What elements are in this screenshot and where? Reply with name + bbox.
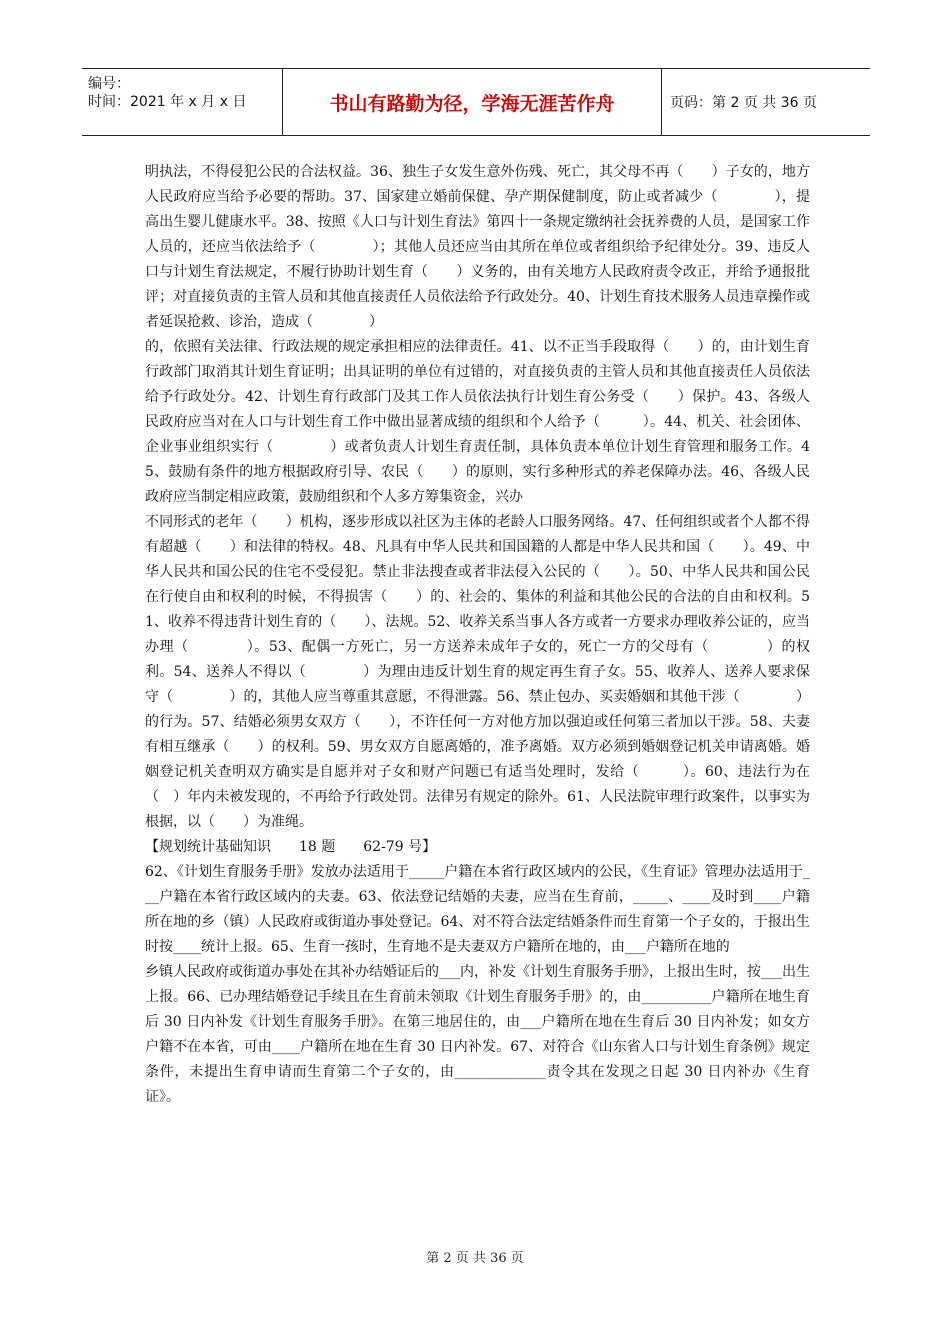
serial-label: 编号： <box>88 76 130 92</box>
page-header <box>82 68 870 136</box>
paragraph: 乡镇人民政府或街道办事处在其补办结婚证后的___内，补发《计划生育服务手册》，上报出生时，按___出生上报。66、已办理结婚登记手续且在生育前未领取《计划生育服务手册》的，由__________户籍所在地生育后 30 日内补发《计划生育服务手册》。在第三地居住的，由___户籍所在地在生育后 30 日内补发；如女方户籍不在本省，可由____户籍所在地在生育 30 日内补发。67、对符合《山东省人口与计划生育条例》规定条件，未提出生育申请而生育第二个子女的，由_____________责令其在发现之日起 30 日内补办《生育证》。 <box>145 964 810 1105</box>
document-body <box>145 160 810 1110</box>
section-heading: 【规划统计基础知识 18 题 62-79 号】 <box>145 839 437 855</box>
paragraph: 的，依照有关法律、行政法规的规定承担相应的法律责任。41、以不正当手段取得（ ）的，由计划生育行政部门取消其计划生育证明；出具证明的单位有过错的，对直接负责的主管人员和其他直接责任人员依法给予行政处分。42、计划生育行政部门及其工作人员依法执行计划生育公务受（ ）保护。43、各级人民政府应当对在人口与计划生育工作中做出显著成绩的组织和个人给予（ ）。44、机关、社会团体、企业事业组织实行（ ）或者负责人计划生育责任制，具体负责本单位计划生育管理和服务工作。45、鼓励有条件的地方根据政府引导、农民（ ）的原则，实行多种形式的养老保障办法。46、各级人民政府应当制定相应政策，鼓励组织和个人多方筹集资金，兴办 <box>145 339 810 505</box>
paragraph: 明执法，不得侵犯公民的合法权益。36、独生子女发生意外伤残、死亡，其父母不再（ ）子女的，地方人民政府应当给予必要的帮助。37、国家建立婚前保健、孕产期保健制度，防止或者减少（ ），提高出生婴儿健康水平。38、按照《人口与计划生育法》第四十一条规定缴纳社会抚养费的人员，是国家工作人员的，还应当依法给予（ ）；其他人员还应当由其所在单位或者组织给予纪律处分。39、违反人口与计划生育法规定，不履行协助计划生育（ ）义务的，由有关地方人民政府责令改正，并给予通报批评；对直接负责的主管人员和其他直接责任人员依法给予行政处分。40、计划生育技术服务人员违章操作或者延误抢救、诊治，造成（ ） <box>145 164 810 330</box>
paragraph: 62、《计划生育服务手册》发放办法适用于_____户籍在本省行政区域内的公民，《生育证》管理办法适用于___户籍在本省行政区域内的夫妻。63、依法登记结婚的夫妻，应当在生育前，_____、____及时到____户籍所在地的乡（镇）人民政府或街道办事处登记。64、对不符合法定结婚条件而生育第一个子女的，于报出生时按____统计上报。65、生育一孩时，生育地不是夫妻双方户籍所在地的，由___户籍所在地的 <box>145 864 810 955</box>
header-meta <box>82 69 282 135</box>
header-motto: 书山有路勤为径，学海无涯苦作舟 <box>282 69 662 135</box>
header-page-info: 页码：第 2 页 共 36 页 <box>670 95 817 111</box>
page-footer: 第 2 页 共 36 页 <box>426 1251 524 1266</box>
date-label: 时间：2021 年 x 月 x 日 <box>88 94 247 110</box>
paragraph: 不同形式的老年（ ）机构，逐步形成以社区为主体的老龄人口服务网络。47、任何组织或者个人都不得有超越（ ）和法律的特权。48、凡具有中华人民共和国国籍的人都是中华人民共和国（ ）。49、中华人民共和国公民的住宅不受侵犯。禁止非法搜查或者非法侵入公民的（ ）。50、中华人民共和国公民在行使自由和权利的时候，不得损害（ ）的、社会的、集体的利益和其他公民的合法的自由和权利。51、收养不得违背计划生育的（ ）、法规。52、收养关系当事人各方或者一方要求办理收养公证的，应当办理（ ）。53、配偶一方死亡，另一方送养未成年子女的，死亡一方的父母有（ ）的权利。54、送养人不得以（ ）为理由违反计划生育的规定再生育子女。55、收养人、送养人要求保守（ ）的，其他人应当尊重其意愿，不得泄露。56、禁止包办、买卖婚姻和其他干涉（ ）的行为。57、结婚必须男女双方（ ），不许任何一方对他方加以强迫或任何第三者加以干涉。58、夫妻有相互继承（ ）的权利。59、男女双方自愿离婚的，准予离婚。双方必须到婚姻登记机关申请离婚。婚姻登记机关查明双方确实是自愿并对子女和财产问题已有适当处理时，发给（ ）。60、违法行为在（ ）年内未被发现的，不再给予行政处罚。法律另有规定的除外。61、人民法院审理行政案件，以事实为根据，以（ ）为准绳。 <box>145 514 810 830</box>
